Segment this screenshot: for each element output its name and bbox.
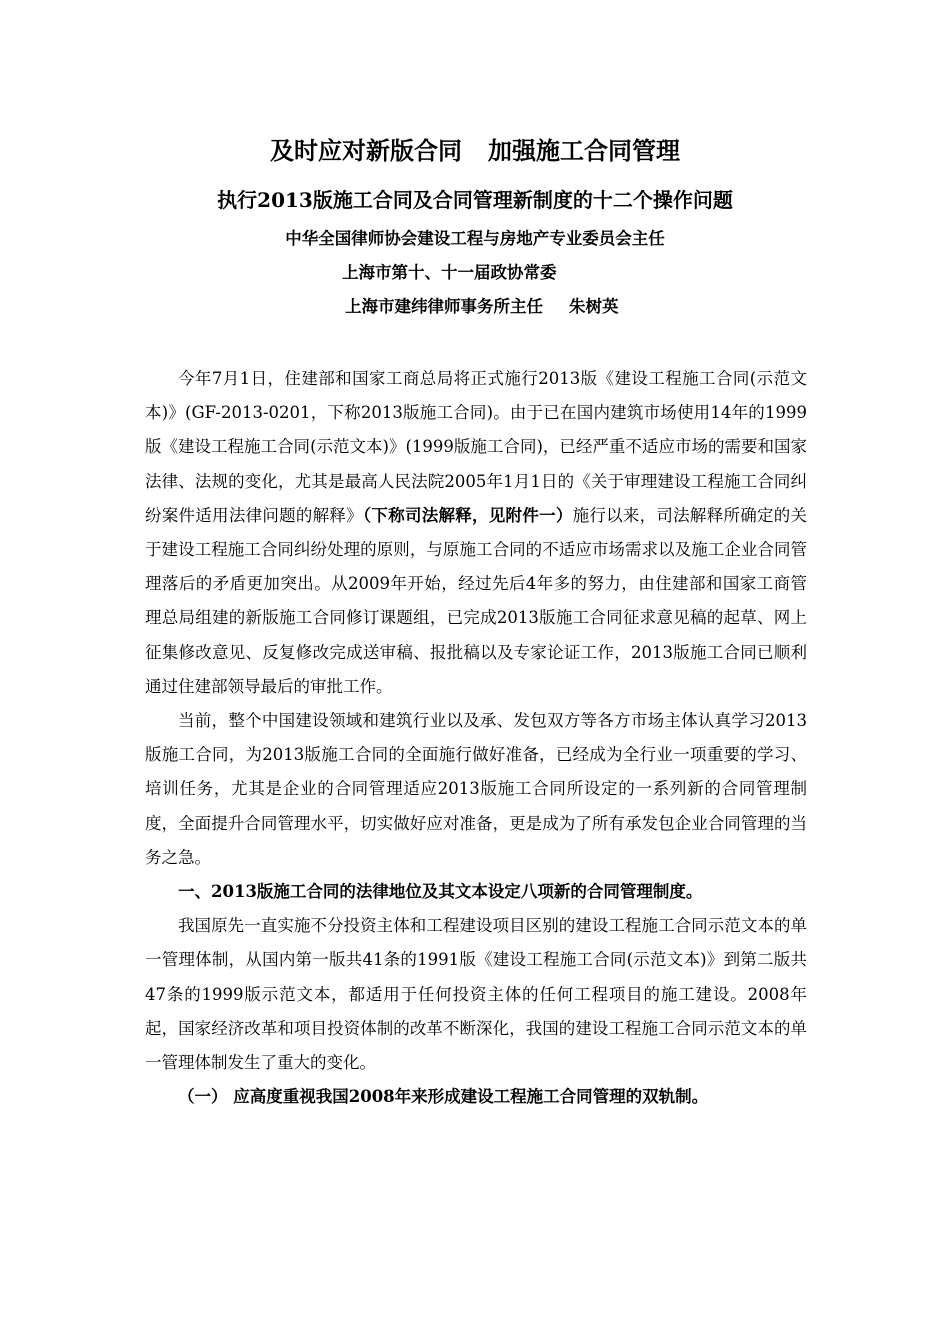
document-title bbox=[0, 134, 950, 168]
author-name: 朱树英 bbox=[569, 297, 619, 316]
title-part-1: 及时应对新版合同 bbox=[270, 136, 462, 165]
section-heading-2: （一） 应高度重视我国2008年来形成建设工程施工合同管理的双轨制。 bbox=[178, 1087, 709, 1107]
author-position: 上海市建纬律师事务所主任 bbox=[345, 297, 543, 316]
section-heading-1: 一、2013版施工合同的法律地位及其文本设定八项新的合同管理制度。 bbox=[178, 882, 703, 902]
paragraph-2: 当前，整个中国建设领域和建筑行业以及承、发包双方等各方市场主体认真学习2013版施工合同，为2013版施工合同的全面施行做好准备，已经成为全行业一项重要的学习、培训任务，尤其是企业的合同管理适应2013版施工合同所设定的一系列新的合同管理制度，全面提升合同管理水平，切实做好应对准备，更是成为了所有承发包企业合同管理的当务之急。 bbox=[145, 711, 807, 867]
author-line-2: 上海市第十、十一届政协常委 bbox=[342, 263, 557, 282]
paragraph-1-bold-note: （下称司法解释，见附件一） bbox=[362, 505, 573, 525]
title-part-2: 加强施工合同管理 bbox=[488, 136, 680, 165]
paragraph-1-text-a: 今年7月1日，住建部和国家工商总局将正式施行2013版《建设工程施工合同(示范文本)》(GF-2013-0201，下称2013版施工合同)。由于已在国内建筑市场使用14年的1999版《建设工程施工合同(示范文本)》(1999版施工合同)，已经严重不适应市场的需要和国家法律、法规的变化，尤其是最高人民法院2005年1月1日的《关于审理建设工程施工合同纠纷案件适用法律问题的解释》 bbox=[145, 369, 807, 525]
author-line-3 bbox=[345, 295, 619, 319]
document-subtitle: 执行2013版施工合同及合同管理新制度的十二个操作问题 bbox=[217, 188, 733, 212]
paragraph-3: 我国原先一直实施不分投资主体和工程建设项目区别的建设工程施工合同示范文本的单一管理体制，从国内第一版共41条的1991版《建设工程施工合同(示范文本)》到第二版共47条的1999版示范文本，都适用于任何投资主体的任何工程项目的施工建设。2008年起，国家经济改革和项目投资体制的改革不断深化，我国的建设工程施工合同示范文本的单一管理体制发生了重大的变化。 bbox=[145, 916, 807, 1073]
paragraph-1 bbox=[145, 362, 807, 704]
document-body bbox=[145, 362, 807, 1114]
author-line-1: 中华全国律师协会建设工程与房地产专业委员会主任 bbox=[285, 229, 665, 248]
paragraph-1-text-b: 施行以来，司法解释所确定的关于建设工程施工合同纠纷处理的原则，与原施工合同的不适应市场需求以及施工企业合同管理落后的矛盾更加突出。从2009年开始，经过先后4年多的努力，由住建部和国家工商管理总局组建的新版施工合同修订课题组，已完成2013版施工合同征求意见稿的起草、网上征集修改意见、反复修改完成送审稿、报批稿以及专家论证工作，2013版施工合同已顺利通过住建部领导最后的审批工作。 bbox=[145, 505, 808, 696]
